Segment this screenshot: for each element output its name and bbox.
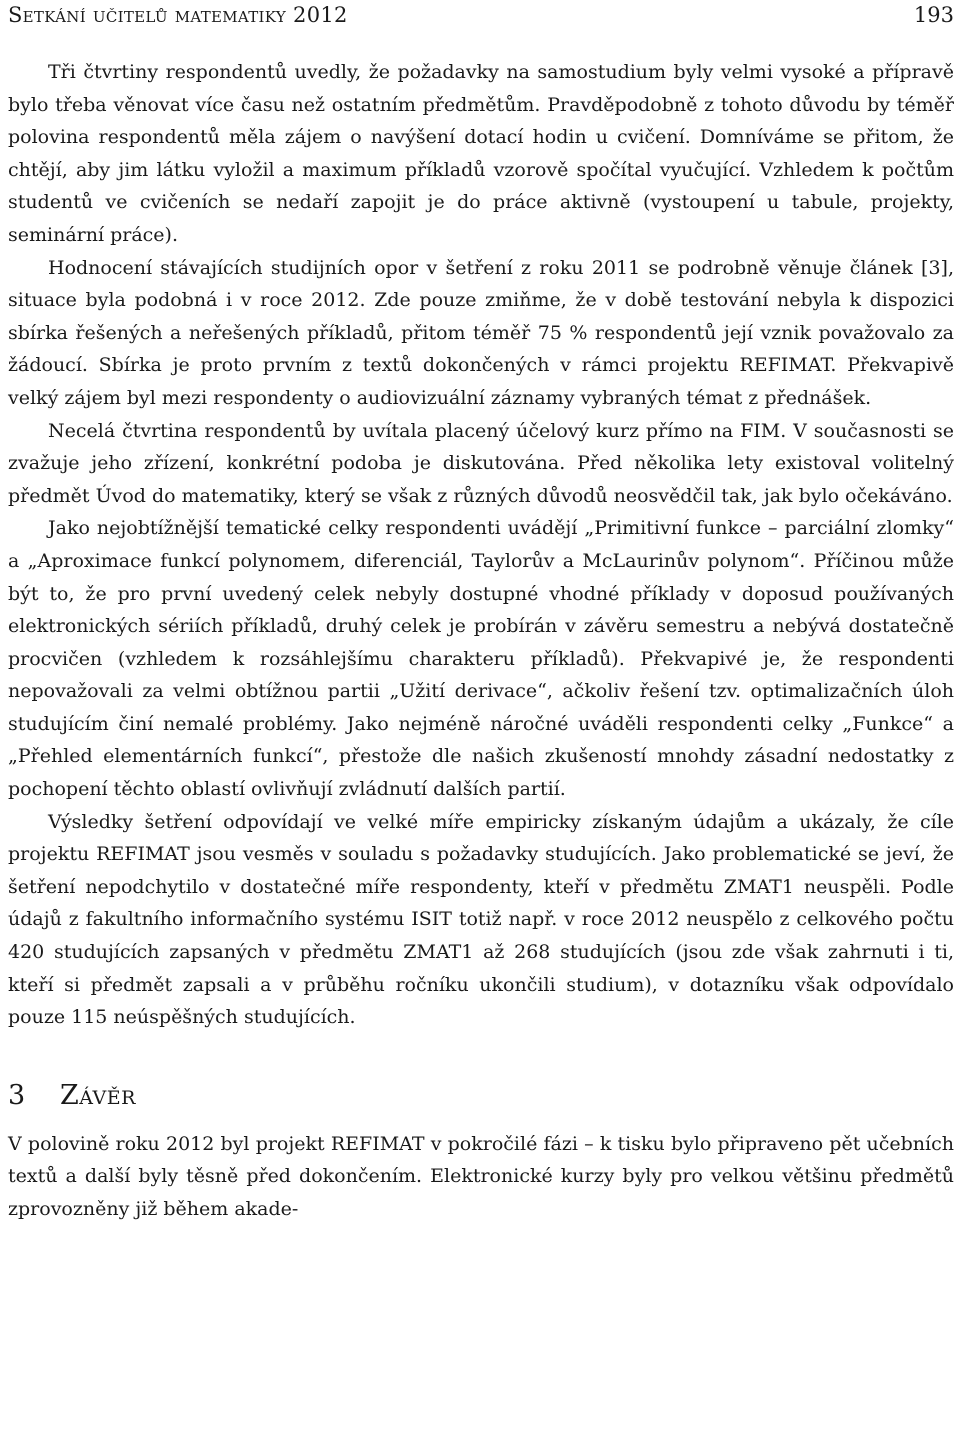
section-title: Závěr [60,1079,136,1111]
section-heading [8,1078,954,1114]
section-number: 3 [8,1079,26,1111]
paragraph-survey-results: Výsledky šetření odpovídají ve velké míře empiricky získaným údajům a ukázaly, že cíle projektu REFIMAT jsou vesměs v souladu s požadavky studujících. Jako problematické se jeví, že šetření nepodchytilo v dostatečné míře respondenty, kteří v předmětu ZMAT1 neuspěli. Podle údajů z fakultního informačního systému ISIT totiž např. v roce 2012 neuspělo z celkového počtu 420 studujících zapsaných v předmětu ZMAT1 až 268 studujících (jsou zde však zahrnuti i ti, kteří si předmět zapsali a v průběhu ročníku ukončili studium), v dotazníku však odpovídalo pouze 115 neúspěšných studujících. [8,810,954,1029]
running-title: Setkání učitelů matematiky 2012 [8,3,348,27]
paragraph-paid-course: Necelá čtvrtina respondentů by uvítala placený účelový kurz přímo na FIM. V současnosti se zvažuje jeho zřízení, konkrétní podoba je diskutována. Před několika lety existoval volitelný předmět Úvod do matematiky, který se však z různých důvodů neosvědčil tak, jak bylo očekáváno. [8,419,954,507]
paragraph-difficult-topics: Jako nejobtížnější tematické celky respondenti uvádějí „Primitivní funkce – parciální zlomky“ a „Aproximace funkcí polynomem, diferenciál, Taylorův a McLaurinův polynom“. Příčinou může být to, že pro první uvedený celek nebyly dostupné vhodné příklady v doposud používaných elektronických sériích příkladů, druhý celek je probírán v závěru semestru a nebývá dostatečně procvičen (vzhledem k rozsáhlejšímu charakteru příkladů). Překvapivé je, že respondenti nepovažovali za velmi obtížnou partii „Užití derivace“, ačkoliv řešení tzv. optimalizačních úloh studujícím činí nemalé problémy. Jako nejméně náročné uváděli respondenti celky „Funkce“ a „Přehled elementárních funkcí“, přestože dle našich zkušeností mnohdy zásadní nedostatky z pochopení těchto oblastí ovlivňují zvládnutí dalších partií. [8,517,954,801]
section-paragraph: V polovině roku 2012 byl projekt REFIMAT v pokročilé fázi – k tisku bylo připraveno pět učebních textů a další byly těsně před dokončením. Elektronické kurzy byly pro velkou většinu předmětů zprovozněny již během akade- [8,1132,954,1220]
running-head [8,0,954,34]
page-number: 193 [913,3,954,27]
paragraph-workload: Tři čtvrtiny respondentů uvedly, že požadavky na samostudium byly velmi vysoké a přípravě bylo třeba věnovat více času než ostatním předmětům. Pravděpodobně z tohoto důvodu by téměř polovina respondentů měla zájem o navýšení dotací hodin u cvičení. Domníváme se přitom, že chtějí, aby jim látku vyložil a maximum příkladů vzorově spočítal vyučující. Vzhledem k počtům studentů ve cvičeních se nedaří zapojit je do práce aktivně (vystoupení u tabule, projekty, seminární práce). [8,61,954,246]
paragraph-study-materials: Hodnocení stávajících studijních opor v šetření z roku 2011 se podrobně věnuje článek [3], situace byla podobná i v roce 2012. Zde pouze zmiňme, že v době testování nebyla k dispozici sbírka řešených a neřešených příkladů, přitom téměř 75 % respondentů její vznik považovalo za žádoucí. Sbírka je proto prvním z textů dokončených v rámci projektu REFIMAT. Překvapivě velký zájem byl mezi respondenty o audiovizuální záznamy vybraných témat z přednášek. [8,256,954,409]
paper-page [8,0,954,1226]
